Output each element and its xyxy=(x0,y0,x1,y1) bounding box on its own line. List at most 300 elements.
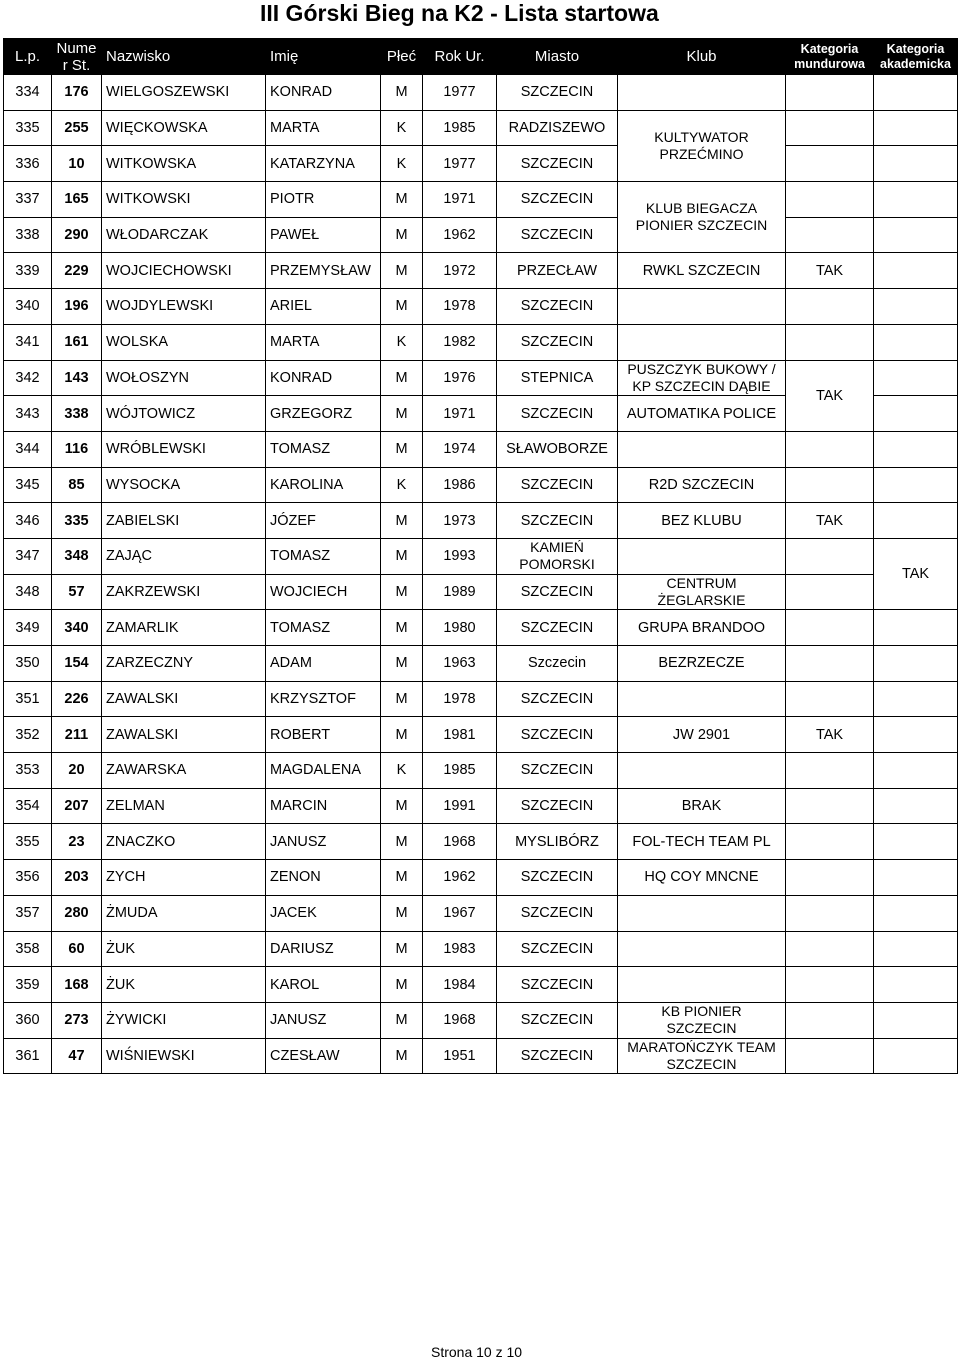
page-title: III Górski Bieg na K2 - Lista startowa xyxy=(260,0,659,26)
col-kategoria-akademicka: Kategoria akademicka xyxy=(874,39,958,75)
cell-lp: 340 xyxy=(4,289,52,325)
cell-rok: 1980 xyxy=(423,610,497,646)
cell-klub xyxy=(618,895,786,931)
cell-nazwisko: ZAKRZEWSKI xyxy=(102,574,266,610)
cell-imie: CZESŁAW xyxy=(266,1038,381,1074)
cell-imie: PAWEŁ xyxy=(266,217,381,253)
cell-lp: 344 xyxy=(4,431,52,467)
cell-lp: 357 xyxy=(4,895,52,931)
cell-imie: KAROL xyxy=(266,967,381,1003)
cell-plec: M xyxy=(381,431,423,467)
cell-nazwisko: WYSOCKA xyxy=(102,467,266,503)
cell-rok: 1951 xyxy=(423,1038,497,1074)
cell-kat-mundurowa xyxy=(786,610,874,646)
table-row xyxy=(4,1038,958,1074)
cell-rok: 1963 xyxy=(423,646,497,682)
cell-numer: 196 xyxy=(52,289,102,325)
cell-kat-akademicka: TAK xyxy=(874,538,958,609)
cell-kat-akademicka xyxy=(874,396,958,432)
cell-lp: 342 xyxy=(4,360,52,396)
table-row xyxy=(4,253,958,289)
cell-kat-mundurowa xyxy=(786,574,874,610)
cell-plec: M xyxy=(381,182,423,218)
cell-kat-akademicka xyxy=(874,146,958,182)
cell-kat-mundurowa: TAK xyxy=(786,253,874,289)
cell-kat-mundurowa xyxy=(786,289,874,325)
cell-rok: 1971 xyxy=(423,396,497,432)
cell-rok: 1968 xyxy=(423,824,497,860)
cell-lp: 353 xyxy=(4,753,52,789)
cell-klub xyxy=(618,75,786,111)
cell-rok: 1982 xyxy=(423,324,497,360)
cell-lp: 339 xyxy=(4,253,52,289)
cell-plec: M xyxy=(381,360,423,396)
cell-nazwisko: WIĘCKOWSKA xyxy=(102,110,266,146)
cell-imie: MARTA xyxy=(266,110,381,146)
col-nazwisko: Nazwisko xyxy=(102,39,266,75)
cell-kat-mundurowa xyxy=(786,824,874,860)
table-row xyxy=(4,75,958,111)
cell-lp: 346 xyxy=(4,503,52,539)
cell-klub xyxy=(618,289,786,325)
table-row xyxy=(4,1002,958,1038)
table-row xyxy=(4,217,958,253)
cell-kat-akademicka xyxy=(874,1002,958,1038)
cell-klub: JW 2901 xyxy=(618,717,786,753)
cell-miasto: SZCZECIN xyxy=(497,1002,618,1038)
col-kategoria-mundurowa: Kategoria mundurowa xyxy=(786,39,874,75)
cell-numer: 23 xyxy=(52,824,102,860)
cell-miasto: SZCZECIN xyxy=(497,503,618,539)
cell-kat-akademicka xyxy=(874,860,958,896)
cell-lp: 351 xyxy=(4,681,52,717)
cell-nazwisko: ZELMAN xyxy=(102,788,266,824)
col-imie: Imię xyxy=(266,39,381,75)
cell-miasto: SZCZECIN xyxy=(497,324,618,360)
cell-kat-mundurowa: TAK xyxy=(786,503,874,539)
cell-numer: 165 xyxy=(52,182,102,218)
cell-klub: BEZRZECZE xyxy=(618,646,786,682)
cell-plec: K xyxy=(381,146,423,182)
cell-miasto: SZCZECIN xyxy=(497,1038,618,1074)
cell-imie: JANUSZ xyxy=(266,824,381,860)
cell-nazwisko: WITKOWSKI xyxy=(102,182,266,218)
cell-numer: 168 xyxy=(52,967,102,1003)
cell-plec: K xyxy=(381,324,423,360)
cell-nazwisko: WOJCIECHOWSKI xyxy=(102,253,266,289)
start-list-table xyxy=(3,38,958,1074)
cell-miasto: STEPNICA xyxy=(497,360,618,396)
cell-kat-akademicka xyxy=(874,75,958,111)
cell-imie: TOMASZ xyxy=(266,538,381,574)
cell-nazwisko: WIELGOSZEWSKI xyxy=(102,75,266,111)
cell-miasto: SZCZECIN xyxy=(497,289,618,325)
cell-klub xyxy=(618,967,786,1003)
cell-kat-akademicka xyxy=(874,717,958,753)
col-numer: Nume r St. xyxy=(52,39,102,75)
cell-miasto: SZCZECIN xyxy=(497,931,618,967)
cell-kat-akademicka xyxy=(874,182,958,218)
cell-numer: 116 xyxy=(52,431,102,467)
cell-klub xyxy=(618,538,786,574)
cell-imie: PRZEMYSŁAW xyxy=(266,253,381,289)
col-rok: Rok Ur. xyxy=(423,39,497,75)
table-row xyxy=(4,610,958,646)
table-row xyxy=(4,895,958,931)
cell-numer: 85 xyxy=(52,467,102,503)
cell-rok: 1967 xyxy=(423,895,497,931)
cell-nazwisko: WŁODARCZAK xyxy=(102,217,266,253)
cell-miasto: SZCZECIN xyxy=(497,182,618,218)
cell-lp: 345 xyxy=(4,467,52,503)
cell-numer: 211 xyxy=(52,717,102,753)
cell-numer: 10 xyxy=(52,146,102,182)
cell-plec: M xyxy=(381,860,423,896)
cell-plec: M xyxy=(381,895,423,931)
cell-kat-akademicka xyxy=(874,1038,958,1074)
cell-lp: 356 xyxy=(4,860,52,896)
cell-imie: KONRAD xyxy=(266,360,381,396)
cell-nazwisko: ZAWALSKI xyxy=(102,681,266,717)
cell-lp: 361 xyxy=(4,1038,52,1074)
cell-imie: DARIUSZ xyxy=(266,931,381,967)
cell-nazwisko: WOŁOSZYN xyxy=(102,360,266,396)
cell-rok: 1983 xyxy=(423,931,497,967)
cell-nazwisko: ZAWARSKA xyxy=(102,753,266,789)
cell-lp: 360 xyxy=(4,1002,52,1038)
cell-kat-mundurowa xyxy=(786,75,874,111)
table-row xyxy=(4,538,958,574)
cell-numer: 290 xyxy=(52,217,102,253)
cell-rok: 1962 xyxy=(423,217,497,253)
cell-rok: 1984 xyxy=(423,967,497,1003)
cell-imie: JÓZEF xyxy=(266,503,381,539)
cell-klub: RWKL SZCZECIN xyxy=(618,253,786,289)
cell-miasto: SZCZECIN xyxy=(497,860,618,896)
cell-plec: M xyxy=(381,824,423,860)
cell-rok: 1991 xyxy=(423,788,497,824)
cell-numer: 340 xyxy=(52,610,102,646)
cell-numer: 335 xyxy=(52,503,102,539)
cell-rok: 1971 xyxy=(423,182,497,218)
table-row xyxy=(4,646,958,682)
cell-rok: 1989 xyxy=(423,574,497,610)
cell-imie: ZENON xyxy=(266,860,381,896)
cell-miasto: MYSLIBÓRZ xyxy=(497,824,618,860)
cell-lp: 343 xyxy=(4,396,52,432)
cell-kat-mundurowa: TAK xyxy=(786,360,874,431)
cell-miasto: PRZECŁAW xyxy=(497,253,618,289)
cell-kat-mundurowa xyxy=(786,646,874,682)
cell-miasto: SZCZECIN xyxy=(497,467,618,503)
cell-lp: 338 xyxy=(4,217,52,253)
cell-plec: M xyxy=(381,1038,423,1074)
cell-miasto: SZCZECIN xyxy=(497,681,618,717)
cell-miasto: SZCZECIN xyxy=(497,753,618,789)
cell-imie: MAGDALENA xyxy=(266,753,381,789)
cell-kat-mundurowa xyxy=(786,467,874,503)
cell-kat-akademicka xyxy=(874,289,958,325)
cell-klub: KULTYWATOR PRZEĆMINO xyxy=(618,110,786,181)
cell-kat-mundurowa xyxy=(786,753,874,789)
cell-klub: GRUPA BRANDOO xyxy=(618,610,786,646)
cell-imie: JACEK xyxy=(266,895,381,931)
cell-imie: KONRAD xyxy=(266,75,381,111)
cell-plec: M xyxy=(381,1002,423,1038)
cell-imie: ARIEL xyxy=(266,289,381,325)
cell-numer: 47 xyxy=(52,1038,102,1074)
cell-lp: 337 xyxy=(4,182,52,218)
cell-imie: KAROLINA xyxy=(266,467,381,503)
cell-nazwisko: ZYCH xyxy=(102,860,266,896)
cell-lp: 350 xyxy=(4,646,52,682)
cell-nazwisko: ZABIELSKI xyxy=(102,503,266,539)
cell-numer: 60 xyxy=(52,931,102,967)
cell-plec: K xyxy=(381,753,423,789)
cell-numer: 255 xyxy=(52,110,102,146)
cell-kat-mundurowa xyxy=(786,217,874,253)
table-row xyxy=(4,182,958,218)
cell-imie: ADAM xyxy=(266,646,381,682)
col-klub: Klub xyxy=(618,39,786,75)
cell-lp: 334 xyxy=(4,75,52,111)
cell-lp: 335 xyxy=(4,110,52,146)
cell-imie: TOMASZ xyxy=(266,431,381,467)
cell-numer: 207 xyxy=(52,788,102,824)
cell-plec: M xyxy=(381,217,423,253)
cell-lp: 354 xyxy=(4,788,52,824)
cell-kat-mundurowa xyxy=(786,146,874,182)
cell-kat-akademicka xyxy=(874,110,958,146)
cell-klub: BEZ KLUBU xyxy=(618,503,786,539)
col-plec: Płeć xyxy=(381,39,423,75)
table-row xyxy=(4,931,958,967)
cell-rok: 1976 xyxy=(423,360,497,396)
cell-nazwisko: ZAJĄC xyxy=(102,538,266,574)
cell-nazwisko: WRÓBLEWSKI xyxy=(102,431,266,467)
cell-nazwisko: WÓJTOWICZ xyxy=(102,396,266,432)
cell-kat-mundurowa xyxy=(786,182,874,218)
cell-plec: M xyxy=(381,967,423,1003)
cell-plec: M xyxy=(381,610,423,646)
cell-kat-akademicka xyxy=(874,324,958,360)
cell-kat-akademicka xyxy=(874,253,958,289)
cell-imie: TOMASZ xyxy=(266,610,381,646)
cell-imie: JANUSZ xyxy=(266,1002,381,1038)
table-row xyxy=(4,324,958,360)
cell-rok: 1977 xyxy=(423,75,497,111)
cell-kat-mundurowa xyxy=(786,931,874,967)
cell-kat-akademicka xyxy=(874,217,958,253)
cell-rok: 1985 xyxy=(423,753,497,789)
table-row xyxy=(4,467,958,503)
cell-kat-akademicka xyxy=(874,931,958,967)
cell-miasto: KAMIEŃ POMORSKI xyxy=(497,538,618,574)
cell-kat-mundurowa: TAK xyxy=(786,717,874,753)
cell-rok: 1978 xyxy=(423,681,497,717)
cell-imie: WOJCIECH xyxy=(266,574,381,610)
cell-kat-mundurowa xyxy=(786,1002,874,1038)
col-miasto: Miasto xyxy=(497,39,618,75)
cell-klub: PUSZCZYK BUKOWY / KP SZCZECIN DĄBIE xyxy=(618,360,786,396)
cell-miasto: SŁAWOBORZE xyxy=(497,431,618,467)
cell-kat-mundurowa xyxy=(786,788,874,824)
table-row xyxy=(4,289,958,325)
cell-imie: MARCIN xyxy=(266,788,381,824)
cell-rok: 1968 xyxy=(423,1002,497,1038)
cell-plec: M xyxy=(381,646,423,682)
cell-lp: 355 xyxy=(4,824,52,860)
cell-lp: 348 xyxy=(4,574,52,610)
cell-rok: 1985 xyxy=(423,110,497,146)
cell-plec: M xyxy=(381,681,423,717)
cell-kat-mundurowa xyxy=(786,967,874,1003)
cell-kat-akademicka xyxy=(874,503,958,539)
cell-nazwisko: WITKOWSKA xyxy=(102,146,266,182)
cell-numer: 161 xyxy=(52,324,102,360)
cell-klub: MARATOŃCZYK TEAM SZCZECIN xyxy=(618,1038,786,1074)
cell-nazwisko: ZNACZKO xyxy=(102,824,266,860)
cell-numer: 348 xyxy=(52,538,102,574)
cell-klub xyxy=(618,324,786,360)
table-row xyxy=(4,753,958,789)
cell-imie: MARTA xyxy=(266,324,381,360)
table-row xyxy=(4,788,958,824)
table-row xyxy=(4,681,958,717)
cell-imie: KATARZYNA xyxy=(266,146,381,182)
cell-kat-akademicka xyxy=(874,967,958,1003)
cell-kat-mundurowa xyxy=(786,431,874,467)
cell-numer: 229 xyxy=(52,253,102,289)
cell-klub xyxy=(618,681,786,717)
cell-imie: ROBERT xyxy=(266,717,381,753)
cell-klub: BRAK xyxy=(618,788,786,824)
cell-miasto: SZCZECIN xyxy=(497,75,618,111)
cell-kat-mundurowa xyxy=(786,860,874,896)
table-row xyxy=(4,146,958,182)
col-lp: L.p. xyxy=(4,39,52,75)
cell-miasto: SZCZECIN xyxy=(497,146,618,182)
cell-kat-akademicka xyxy=(874,467,958,503)
cell-miasto: SZCZECIN xyxy=(497,396,618,432)
cell-plec: M xyxy=(381,396,423,432)
cell-imie: KRZYSZTOF xyxy=(266,681,381,717)
cell-nazwisko: ZARZECZNY xyxy=(102,646,266,682)
cell-lp: 352 xyxy=(4,717,52,753)
cell-rok: 1973 xyxy=(423,503,497,539)
cell-plec: K xyxy=(381,467,423,503)
table-row xyxy=(4,717,958,753)
cell-plec: M xyxy=(381,788,423,824)
cell-numer: 226 xyxy=(52,681,102,717)
cell-lp: 341 xyxy=(4,324,52,360)
cell-kat-akademicka xyxy=(874,431,958,467)
cell-rok: 1977 xyxy=(423,146,497,182)
cell-klub: CENTRUM ŻEGLARSKIE xyxy=(618,574,786,610)
page-footer: Strona 10 z 10 xyxy=(431,1344,523,1360)
cell-klub: KLUB BIEGACZA PIONIER SZCZECIN xyxy=(618,182,786,253)
table-row xyxy=(4,360,958,396)
cell-kat-akademicka xyxy=(874,788,958,824)
cell-miasto: SZCZECIN xyxy=(497,895,618,931)
cell-klub: FOL-TECH TEAM PL xyxy=(618,824,786,860)
cell-lp: 336 xyxy=(4,146,52,182)
cell-miasto: SZCZECIN xyxy=(497,717,618,753)
cell-klub: HQ COY MNCNE xyxy=(618,860,786,896)
cell-plec: M xyxy=(381,253,423,289)
cell-numer: 280 xyxy=(52,895,102,931)
cell-kat-akademicka xyxy=(874,895,958,931)
cell-nazwisko: WIŚNIEWSKI xyxy=(102,1038,266,1074)
cell-rok: 1993 xyxy=(423,538,497,574)
cell-numer: 203 xyxy=(52,860,102,896)
table-row xyxy=(4,860,958,896)
cell-numer: 176 xyxy=(52,75,102,111)
cell-numer: 57 xyxy=(52,574,102,610)
cell-lp: 359 xyxy=(4,967,52,1003)
cell-plec: M xyxy=(381,538,423,574)
cell-kat-akademicka xyxy=(874,753,958,789)
cell-kat-mundurowa xyxy=(786,1038,874,1074)
cell-nazwisko: ŻUK xyxy=(102,931,266,967)
table-row xyxy=(4,503,958,539)
cell-miasto: RADZISZEWO xyxy=(497,110,618,146)
cell-lp: 347 xyxy=(4,538,52,574)
cell-nazwisko: ZAMARLIK xyxy=(102,610,266,646)
cell-miasto: SZCZECIN xyxy=(497,574,618,610)
cell-lp: 349 xyxy=(4,610,52,646)
cell-kat-akademicka xyxy=(874,646,958,682)
cell-rok: 1978 xyxy=(423,289,497,325)
cell-kat-mundurowa xyxy=(786,895,874,931)
cell-nazwisko: WOJDYLEWSKI xyxy=(102,289,266,325)
cell-miasto: Szczecin xyxy=(497,646,618,682)
cell-klub xyxy=(618,431,786,467)
cell-klub xyxy=(618,931,786,967)
table-row xyxy=(4,967,958,1003)
cell-klub: KB PIONIER SZCZECIN xyxy=(618,1002,786,1038)
cell-kat-mundurowa xyxy=(786,110,874,146)
cell-nazwisko: ŻYWICKI xyxy=(102,1002,266,1038)
cell-plec: M xyxy=(381,717,423,753)
cell-kat-mundurowa xyxy=(786,324,874,360)
cell-plec: M xyxy=(381,574,423,610)
cell-numer: 20 xyxy=(52,753,102,789)
cell-klub: R2D SZCZECIN xyxy=(618,467,786,503)
cell-miasto: SZCZECIN xyxy=(497,967,618,1003)
cell-plec: M xyxy=(381,75,423,111)
table-row xyxy=(4,110,958,146)
cell-imie: GRZEGORZ xyxy=(266,396,381,432)
cell-rok: 1981 xyxy=(423,717,497,753)
cell-plec: M xyxy=(381,289,423,325)
cell-rok: 1972 xyxy=(423,253,497,289)
cell-numer: 338 xyxy=(52,396,102,432)
cell-kat-mundurowa xyxy=(786,681,874,717)
cell-kat-mundurowa xyxy=(786,538,874,574)
cell-kat-akademicka xyxy=(874,824,958,860)
cell-nazwisko: ŻUK xyxy=(102,967,266,1003)
cell-nazwisko: ZAWALSKI xyxy=(102,717,266,753)
cell-nazwisko: WOLSKA xyxy=(102,324,266,360)
cell-miasto: SZCZECIN xyxy=(497,217,618,253)
cell-rok: 1962 xyxy=(423,860,497,896)
cell-numer: 143 xyxy=(52,360,102,396)
table-row xyxy=(4,824,958,860)
cell-kat-akademicka xyxy=(874,610,958,646)
cell-numer: 154 xyxy=(52,646,102,682)
table-row xyxy=(4,431,958,467)
